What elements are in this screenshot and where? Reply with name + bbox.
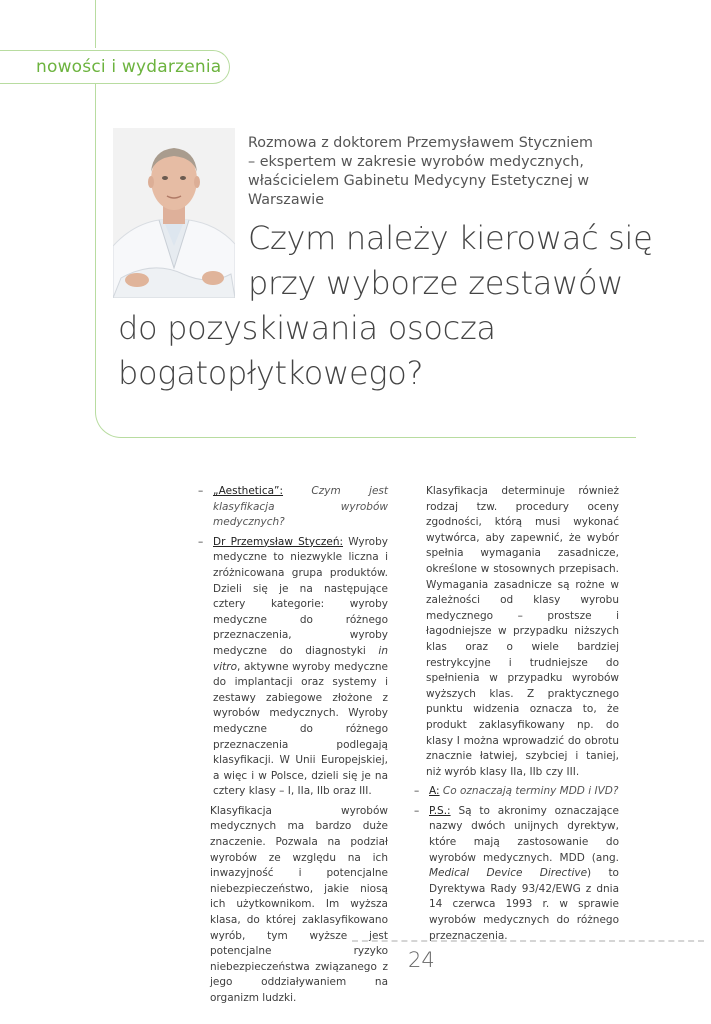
body-paragraph: Klasyfikacja determinuje również rodzaj tzw. procedury oceny zgodności, którą musi wykonać wytwórca, aby zapewnić, że wybór spełnia wymagania zasadnicze, określone w stosownych przepisach. Wymagania zasadnicze są rożne w zależności od klasy wyrobu medycznego – prostsze i łagodniejsze w przypadku niższych klas oraz o wiele bardziej restrykcyjne i trudniejsze do spełnienia w przypadku wyrobów wyższych klas. Z praktycznego punktu widzenia oznacza to, że produkt zaklasyfikowany np. do klasy I można wprowadzić do obrotu znacznie łatwiej, szybciej i taniej, niż wyrób klasy IIa, IIb czy III. [426,485,619,778]
answer-italic: Medical Device Directive [429,867,588,880]
answer-italic: in vitro [213,644,388,673]
answer-paragraph [414,804,619,944]
question-text: Co oznaczają terminy MDD i IVD? [442,785,619,798]
intro-text [248,134,628,210]
page-number: 24 [408,948,435,972]
answer-text: Są to akronimy oznaczające nazwy dwóch unijnych dyrektyw, które mają zastosowanie do wyrobów medycznych. MDD (ang. [429,804,619,864]
answer-text: , aktywne wyroby medyczne do implantacji oraz systemy i zestawy zabiegowe złożone z wyrobów medycznych. Wyroby medyczne do różnego przeznaczenia podlegają klasyfikacji. W Unii Europejskiej, a więc i w Polsce, dzieli się je na cztery klasy – I, IIa, IIb oraz III. [213,660,388,798]
article-column-left [198,484,388,1011]
title-line: bogatopłytkowego? [118,354,424,392]
title-line: przy wyborze zestawów [248,264,624,302]
intro-line: – ekspertem w zakresie wyrobów medycznych, [248,154,584,170]
title-line: do pozyskiwania osocza [118,309,496,347]
answer-text: Wyroby medyczne to niezwykle liczna i zróżnicowana grupa produktów. Dzieli się je na następujące cztery kategorie: wyroby medyczne do różnego przeznaczenia, wyroby medyczne do diagnostyki [213,535,388,657]
intro-line: Rozmowa z doktorem Przemysławem Styczniem [248,135,593,151]
footer-divider [352,940,704,942]
frame-line-top [95,0,96,48]
section-label: nowości i wydarzenia [36,57,222,77]
answer-text: ) to Dyrektywa Rady 93/42/EWG z dnia 14 czerwca 1993 r. w sprawie wyrobów medycznych do różnego przeznaczenia. [429,867,619,942]
speaker-label: A: [429,785,440,798]
intro-line: właścicielem Gabinetu Medycyny Estetycznej w Warszawie [248,173,590,208]
question-paragraph [198,484,388,531]
speaker-label: „Aesthetica”: [213,485,284,497]
article-column-right [414,484,619,948]
body-paragraph: Klasyfikacja wyrobów medycznych ma bardzo duże znaczenie. Pozwala na podział wyrobów ze względu na ich inwazyjność i potencjalne niebezpieczeństwo, jakie niosą ich użytkownikom. Im wyższa klasa, do której zaklasyfikowano wyrób, tym wyższe jest potencjalne ryzyko niebezpieczeństwa związanego z jego oddziaływaniem na organizm ludzki. [210,804,388,1004]
article-title [118,216,653,396]
speaker-label: Dr Przemysław Styczeń: [213,535,344,548]
question-text: Czym jest klasyfikacja wyrobów medycznych? [213,485,389,529]
speaker-label: P.S.: [429,804,451,817]
question-paragraph [414,784,619,800]
answer-paragraph [198,535,388,800]
section-tab [0,50,230,84]
title-line: Czym należy kierować się [248,219,653,257]
